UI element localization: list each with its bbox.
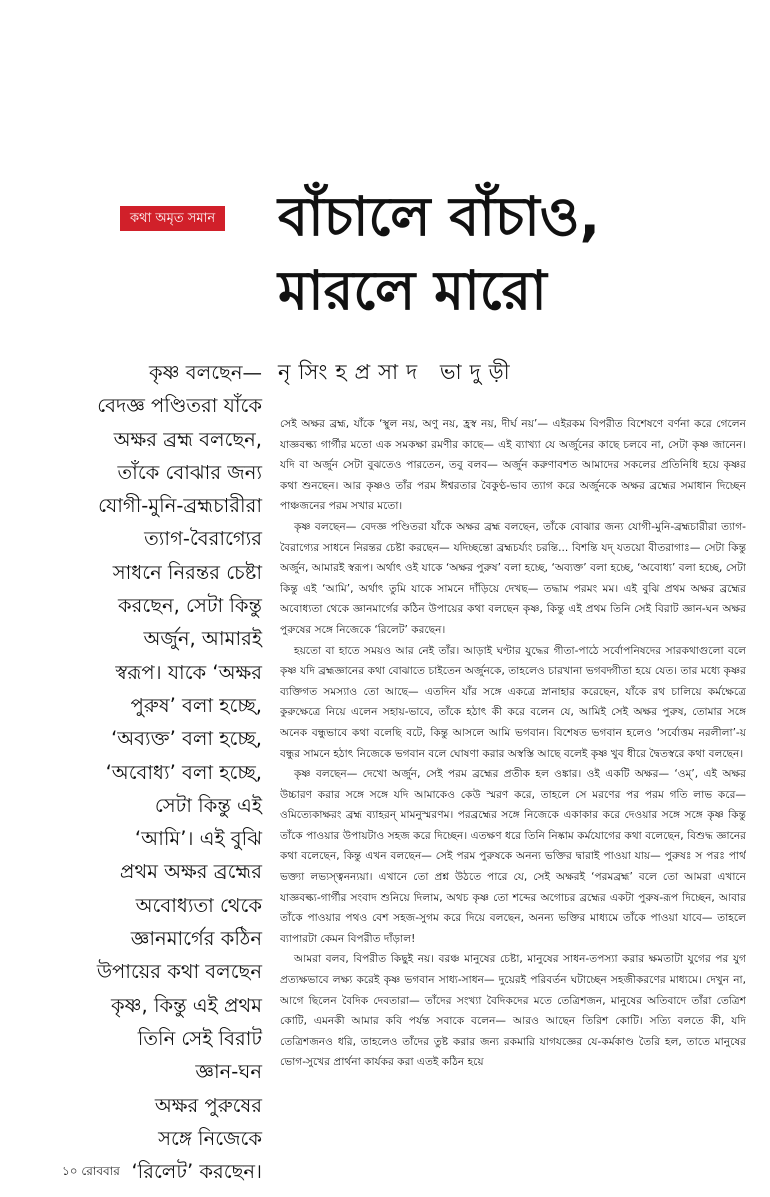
pull-quote-line: জ্ঞান-ঘন — [195, 1060, 262, 1084]
pull-quote-line: অক্ষর ব্রহ্ম বলছেন, — [113, 427, 262, 451]
headline — [278, 180, 748, 328]
pull-quote-line: করছেন, সেটা কিন্তু — [118, 594, 262, 618]
headline-line-2: মারলে মারো — [278, 259, 547, 322]
pull-quote-line: তাঁকে বোঝার জন্য — [117, 460, 262, 484]
pull-quote-line: ত্যাগ-বৈরাগ্যের — [144, 527, 262, 551]
headline-line-1: বাঁচালে বাঁচাও, — [278, 185, 601, 248]
article-paragraph: হয়তো বা হাতে সময়ও আর নেই তাঁর। আড়াই ঘণ্টার যুদ্ধের গীতা-পাঠে সর্বোপনিষদের সারকথাগুলো বলে কৃষ্ণ যদি ব্রহ্মজ্ঞানের কথা বোঝাতে চাইতেন অর্জুনকে, তাহলেও চারখানা ভগবদ্গীতা হয়ে যেত। তার মধ্যে কৃষ্ণর ব্যক্তিগত সমস্যাও তো আছে— এতদিন যাঁর সঙ্গে একত্রে স্নানাহার করেছেন, যাঁকে রথ চালিয়ে কর্মক্ষেত্রে কুরুক্ষেত্রে নিয়ে এলেন সহায়-ভাবে, তাঁকে হঠাৎ কী করে বলেন যে, আমিই সেই অক্ষর পুরুষ, তোমার সঙ্গে অনেক বন্ধুভাবে কথা বলেছি বটে, কিন্তু আসলে আমি ভগবান। বিশেষত ভগবান হলেও ‘সর্বোত্তম নরলীলা’-য় বন্ধুর সামনে হঠাৎ নিজেকে ভগবান বলে ঘোষণা করার অস্বস্তি আছে বলেই কৃষ্ণ খুব ধীরে দ্বৈতস্বরে কথা বলছেন। — [280, 644, 746, 760]
pull-quote-line: সাধনে নিরন্তর চেষ্টা — [112, 560, 262, 584]
pull-quote-line: অর্জুন, আমারই — [143, 627, 262, 651]
page-folio: ১০ রোববার — [62, 1164, 120, 1178]
pull-quote-line: স্বরূপ। যাকে ‘অক্ষর — [115, 660, 262, 684]
pull-quote-line: পুরুষ’ বলা হচ্ছে, — [130, 693, 262, 717]
article-body — [280, 414, 746, 1126]
pull-quote-line: প্রথম অক্ষর ব্রহ্মের — [119, 860, 262, 884]
pull-quote-line: তিনি সেই বিরাট — [137, 1026, 262, 1050]
pull-quote-line: সঙ্গে নিজেকে — [158, 1126, 262, 1150]
pull-quote-line: ‘অব্যক্ত’ বলা হচ্ছে, — [111, 727, 262, 751]
pull-quote-line: সেটা কিন্তু এই — [154, 793, 262, 817]
pull-quote-line: উপায়ের কথা বলছেন — [96, 960, 262, 984]
pull-quote-line: কৃষ্ণ বলছেন— — [149, 361, 262, 384]
pull-quote-line: জ্ঞানমার্গের কঠিন — [130, 927, 262, 951]
article-paragraph: কৃষ্ণ বলছেন— বেদজ্ঞ পণ্ডিতরা যাঁকে অক্ষর ব্রহ্ম বলছেন, তাঁকে বোঝার জন্য যোগী-মুনি-ব্রহ্মচারীরা ত্যাগ-বৈরাগ্যের সাধনে নিরন্তর চেষ্টা করছেন— যদিচ্ছন্তো ব্রহ্মচর্য্যং চরন্তি... বিশন্তি যদ্ যতয়ো বীতরাগাঃ— সেটা কিন্তু অর্জুন, আমারই স্বরূপ। অর্থাৎ ওই যাকে ‘অক্ষর পুরুষ’ বলা হচ্ছে, ‘অব্যক্ত’ বলা হচ্ছে, ‘অবোধ্য’ বলা হচ্ছে, সেটা কিন্তু এই ‘আমি’, অর্থাৎ তুমি যাকে সামনে দাঁড়িয়ে দেখছ— তদ্ধাম পরমং মম। এই বুঝি প্রথম অক্ষর ব্রহ্মের অবোধ্যতা থেকে জ্ঞানমার্গের কঠিন উপায়ের কথা বলছেন কৃষ্ণ, কিন্তু এই প্রথম তিনি সেই বিরাট জ্ঞান-ঘন অক্ষর পুরুষের সঙ্গে নিজেকে ‘রিলেট’ করছেন। — [280, 520, 746, 636]
pull-quote-line: অক্ষর পুরুষের — [154, 1093, 262, 1117]
section-tag: কথা অমৃত সমান — [120, 206, 225, 231]
pull-quote-line: ‘রিলেট’ করছেন। — [131, 1160, 262, 1184]
author-byline: নৃসিংহপ্রসাদ ভাদুড়ী — [278, 360, 518, 384]
pull-quote-line: ‘অবোধ্য’ বলা হচ্ছে, — [105, 760, 262, 784]
pull-quote-line: বেদজ্ঞ পণ্ডিতরা যাঁকে — [97, 394, 262, 418]
pull-quote-line: কৃষ্ণ, কিন্তু এই প্রথম — [110, 993, 262, 1017]
article-paragraph: সেই অক্ষর ব্রহ্ম, যাঁকে ‘স্থুল নয়, অণু নয়, হ্রস্ব নয়, দীর্ঘ নয়’— এইরকম বিপরীত বিশেষণে বর্ণনা করে গেলেন যাজ্ঞবল্ক্য গার্গীর মতো এক সমকক্ষা রমণীর কাছে— এই ব্যাখ্যা যে অর্জুনের কাছে চলবে না, সেটা কৃষ্ণ জানেন। যদি বা অর্জুন সেটা বুঝতেও পারতেন, তবু বলব— অর্জুন করুণাবশত আমাদের সকলের প্রতিনিধি হয়ে কৃষ্ণর কথা শুনছেন। আর কৃষ্ণও তাঁর পরম ঈশ্বরতার বৈকুণ্ঠ-ভাব ত্যাগ করে অর্জুনকে অক্ষর ব্রহ্মের সমাধান দিচ্ছেন পাঞ্চজনের পরম সখার মতো। — [280, 418, 746, 513]
pull-quote-line: ‘আমি’। এই বুঝি — [134, 827, 262, 851]
pull-quote — [62, 356, 262, 1188]
pull-quote-line: যোগী-মুনি-ব্রহ্মচারীরা — [98, 494, 262, 518]
article-paragraph: আমরা বলব, বিপরীত কিছুই নয়। বরঞ্চ মানুষের চেষ্টা, মানুষের সাধন-তপস্যা করার ক্ষমতাটা যুগের পর যুগ প্রত্যক্ষভাবে লক্ষ্য করেই কৃষ্ণ ভগবান সাধ্য-সাধন— দুয়েরই পরিবর্তন ঘটাচ্ছেন সহজীকরণের মাধ্যমে। দেখুন না, আগে ছিলেন বৈদিক দেবতারা— তাঁদের সংখ্যা বৈদিকদের মতে তেত্রিশজন, মানুষের অতিবাদে তাঁরা তেত্রিশ কোটি, এমনকী আমার কবি পর্যন্ত সবাকে বলেন— আরও আছেন তিরিশ কোটি। সত্যি বলতে কী, যদি তেত্রিশজনও ধরি, তাহলেও তাঁদের তুষ্ট করার জন্য রকমারি যাগযজ্ঞের যে-কর্মকাণ্ড তৈরি হল, তাতে মানুষের ভোগ-সুখের প্রার্থনা কার্যকর করা এতই কঠিন হয়ে — [280, 953, 746, 1069]
pull-quote-line: অবোধ্যতা থেকে — [135, 893, 262, 917]
article-paragraph: কৃষ্ণ বলছেন— দেখো অর্জুন, সেই পরম ব্রহ্মের প্রতীক হল ওঙ্কার। ওই একটি অক্ষর— ‘ওম্’, এই অক্ষর উচ্চারণ করার সঙ্গে সঙ্গে যদি আমাকেও কেউ স্মরণ করে, তাহলে সে মরণের পর পরম গতি লাভ করে— ওমিত্যেকাক্ষরং ব্রহ্ম ব্যাহরন্ মামনুস্মরণম। পরব্রহ্মের সঙ্গে নিজেকে একাকার করে দেওয়ার সঙ্গে সঙ্গে কৃষ্ণ কিন্তু তাঁকে পাওয়ার উপায়টাও সহজ করে দিচ্ছেন। এতক্ষণ ধরে তিনি নিষ্কাম কর্মযোগের কথা বলেছেন, বিশুদ্ধ জ্ঞানের কথা বলেছেন, কিন্তু এখন বলছেন— সেই পরম পুরুষকে অনন্য ভক্তির দ্বারাই পাওয়া যায়— পুরুষঃ স পরঃ পার্থ ভক্ত্যা লভ্যস্ত্বনন্যয়া। এখানে তো প্রশ্ন উঠতে পারে যে, সেই অক্ষরই ‘পরমব্রহ্ম’ বলে তো আমরা এখানে যাজ্ঞবল্ক্য-গার্গীর সংবাদ শুনিয়ে দিলাম, অথচ কৃষ্ণ তো শব্দের অগোচর ব্রহ্মের একটা পুরুষ-রূপ দিচ্ছেন, আবার তাঁকে পাওয়ার পথও বেশ সহজ-সুগম করে দিয়ে বলছেন, অনন্য ভক্তির মাধ্যমে তাঁকে পাওয়া যাবে— তাহলে ব্যাপারটা কেমন বিপরীত দাঁড়াল! — [280, 768, 746, 945]
